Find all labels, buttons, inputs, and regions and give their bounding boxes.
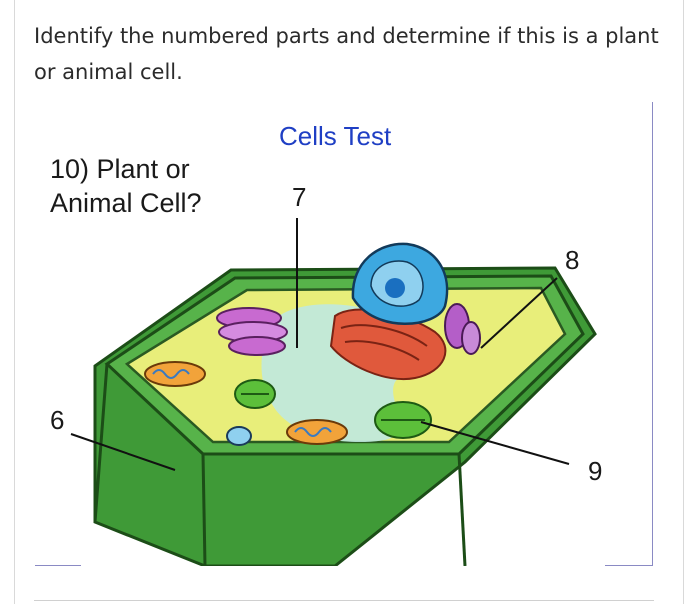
label-7: 7 [292,182,307,212]
prompt-line-2: Animal Cell? [50,188,202,218]
chloroplast [375,402,431,438]
mitochondrion [287,420,347,444]
nucleus [353,244,447,324]
figure-border-bottom-right [605,565,653,566]
chloroplast [235,380,275,408]
lysosome [227,427,251,445]
figure-border-bottom-left [35,565,81,566]
figure-title: Cells Test [279,121,392,151]
mitochondrion [145,362,205,386]
divider [34,600,654,601]
prompt-line-1: 10) Plant or [50,154,190,184]
figure-border-right [652,102,653,566]
label-8: 8 [565,245,580,275]
label-6: 6 [50,405,65,435]
label-9: 9 [588,456,603,486]
question-text: Identify the numbered parts and determine if this is a plant or animal cell. [34,24,659,84]
figure-prompt [50,152,290,220]
